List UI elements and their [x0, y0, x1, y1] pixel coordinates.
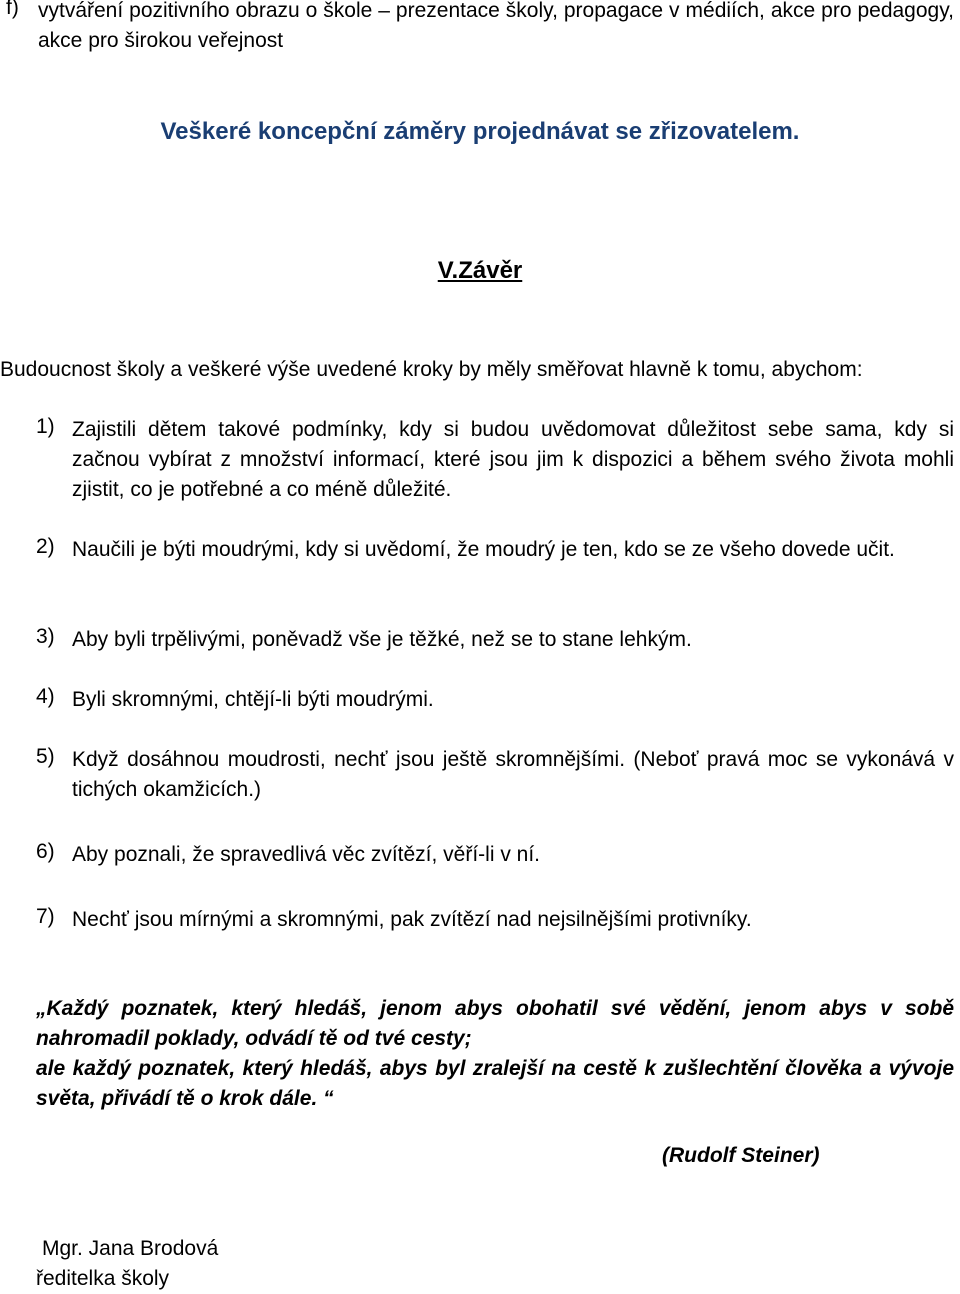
list-marker: 4) [36, 685, 55, 708]
list-item [0, 905, 954, 935]
signature-block [36, 1234, 218, 1294]
quote-author: (Rudolf Steiner) [662, 1144, 820, 1167]
list-item-text: Aby byli trpělivými, poněvadž vše je těžké, než se to stane lehkým. [72, 628, 692, 651]
list-marker: 5) [36, 745, 55, 768]
list-item [0, 685, 954, 715]
signature-role: ředitelka školy [36, 1267, 170, 1290]
concept-statement: Veškeré koncepční záměry projednávat se zřizovatelem. [160, 118, 800, 145]
list-item-text: Naučili je býti moudrými, kdy si uvědomí, že moudrý je ten, kdo se ze všeho dovede učit. [72, 538, 895, 561]
list-marker: 2) [36, 535, 55, 558]
list-item-text: Když dosáhnou moudrosti, nechť jsou ještě skromnějšími. (Neboť pravá moc se vykonává v tichých okamžicích.) [72, 748, 954, 801]
list-item-text: vytváření pozitivního obrazu o škole – prezentace školy, propagace v médiích, akce pro pedagogy, akce pro širokou veřejnost [38, 0, 954, 52]
list-marker: f) [6, 0, 19, 19]
list-item [0, 745, 954, 805]
list-marker: 7) [36, 905, 55, 928]
list-marker: 6) [36, 840, 55, 863]
list-item [0, 840, 954, 870]
quote-line: „Každý poznatek, který hledáš, jenom abys obohatil své vědění, jenom abys v sobě nahromadil poklady, odvádí tě od tvé cesty; [36, 997, 954, 1050]
list-item-f [0, 0, 954, 56]
list-item [0, 535, 954, 565]
quote-line: ale každý poznatek, který hledáš, abys byl zralejší na cestě k zušlechtění člověka a vývoje světa, přivádí tě o krok dále. “ [36, 1057, 954, 1110]
list-item [0, 415, 954, 505]
list-item-text: Nechť jsou mírnými a skromnými, pak zvítězí nad nejsilnějšími protivníky. [72, 908, 752, 931]
list-item-text: Aby poznali, že spravedlivá věc zvítězí, věří-li v ní. [72, 843, 541, 866]
signature-name: Mgr. Jana Brodová [42, 1237, 219, 1260]
list-item [0, 625, 954, 655]
list-item-text: Byli skromnými, chtějí-li býti moudrými. [72, 688, 434, 711]
intro-paragraph: Budoucnost školy a veškeré výše uvedené kroky by měly směřovat hlavně k tomu, abychom: [0, 358, 863, 381]
list-marker: 3) [36, 625, 55, 648]
list-marker: 1) [36, 415, 55, 438]
closing-quote [36, 994, 954, 1114]
section-title: V.Závěr [437, 257, 523, 284]
list-item-text: Zajistili dětem takové podmínky, kdy si budou uvědomovat důležitost sebe sama, kdy si začnou vybírat z množství informací, které jsou jim k dispozici a během svého života mohli zjistit, co je potřebné a co méně důležité. [72, 418, 954, 501]
